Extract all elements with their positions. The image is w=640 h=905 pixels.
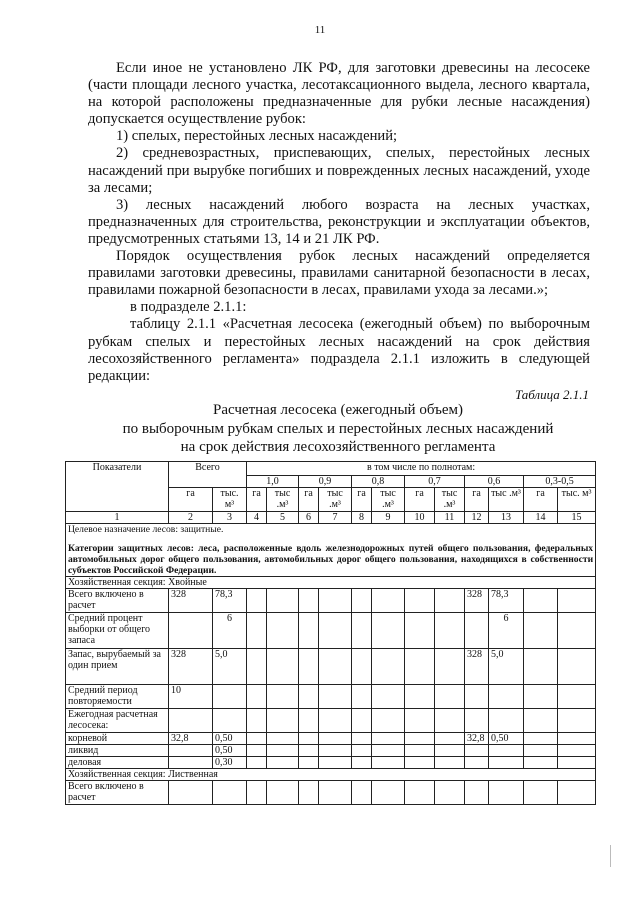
- header-density: 0,8: [352, 476, 405, 488]
- forest-cutting-table: [65, 461, 596, 805]
- purpose-text: Целевое назначение лесов: защитные.: [68, 524, 224, 535]
- d06-vol: 0,50: [489, 733, 524, 745]
- total-vol: 0,30: [213, 757, 247, 769]
- header-total: Всего: [169, 462, 247, 488]
- d06-ha: [465, 685, 489, 709]
- total-vol: [213, 685, 247, 709]
- table-row: [66, 589, 596, 613]
- row-label: Запас, вырубаемый за один прием: [66, 649, 169, 685]
- total-vol: 6: [213, 613, 247, 649]
- paragraph-intro: Если иное не установлено ЛК РФ, для заготовки древесины на лесосеке (части площади лесного участка, лесотаксационного выдела, лесного квартала, на которой расположены предназначенные для рубки лесные насаждения) допускается осуществление рубок:: [88, 60, 590, 128]
- header-including: в том числе по полнотам:: [247, 462, 596, 476]
- unit-ha: га: [169, 488, 213, 512]
- col-number: 14: [524, 512, 558, 524]
- total-ha: 32,8: [169, 733, 213, 745]
- col-number: 9: [372, 512, 405, 524]
- header-density: 0,6: [465, 476, 524, 488]
- header-density: 0,3-0,5: [524, 476, 596, 488]
- unit-ha: га: [524, 488, 558, 512]
- row-label: Средний период повторяемости: [66, 685, 169, 709]
- row-label: деловая: [66, 757, 169, 769]
- unit-vol: тыс .м³: [435, 488, 465, 512]
- table-title-line: по выборочным рубкам спелых и перестойных лесных насаждений: [122, 420, 554, 437]
- table-title-line: на срок действия лесохозяйственного регламента: [180, 439, 496, 455]
- section-heading: Хозяйственная секция: Хвойные: [66, 577, 596, 589]
- d06-ha: 328: [465, 589, 489, 613]
- row-label: Средний процент выборки от общего запаса: [66, 613, 169, 649]
- body-text: [88, 60, 590, 385]
- col-number: 7: [319, 512, 352, 524]
- purpose-note: [66, 524, 596, 577]
- list-item-2: 2) средневозрастных, приспевающих, спелых, перестойных лесных насаждений при вырубке погибших и поврежденных лесных насаждений, уходе за лесами;: [88, 145, 590, 196]
- row-label: Всего включено в расчет: [66, 781, 169, 805]
- unit-vol: тыс .м³: [319, 488, 352, 512]
- row-label: корневой: [66, 733, 169, 745]
- col-number: 6: [299, 512, 319, 524]
- total-vol: 0,50: [213, 733, 247, 745]
- col-number: 8: [352, 512, 372, 524]
- list-item-1: 1) спелых, перестойных лесных насаждений;: [116, 128, 398, 145]
- col-number: 5: [267, 512, 299, 524]
- d06-ha: [465, 613, 489, 649]
- header-density: 1,0: [247, 476, 299, 488]
- unit-ha: га: [465, 488, 489, 512]
- col-number: 2: [169, 512, 213, 524]
- col-number: 1: [66, 512, 169, 524]
- table-row: [66, 781, 596, 805]
- row-label: ликвид: [66, 745, 169, 757]
- total-vol: 5,0: [213, 649, 247, 685]
- unit-ha: га: [352, 488, 372, 512]
- d06-vol: 5,0: [489, 649, 524, 685]
- d06-ha: 32,8: [465, 733, 489, 745]
- table-row: [66, 745, 596, 757]
- section-heading: Хозяйственная секция: Лиственная: [66, 769, 596, 781]
- table-row: [66, 709, 596, 733]
- unit-vol: тыс .м³: [372, 488, 405, 512]
- table-title: [88, 401, 588, 457]
- paragraph-procedure: Порядок осуществления рубок лесных насаждений определяется правилами заготовки древесины, правилами санитарной безопасности в лесах, правилами пожарной безопасности в лесах, правилами ухода за лесами.»;: [88, 248, 590, 299]
- unit-vol: тыс .м³: [489, 488, 524, 512]
- header-density: 0,9: [299, 476, 352, 488]
- d06-vol: 6: [489, 613, 524, 649]
- unit-ha: га: [247, 488, 267, 512]
- header-density: 0,7: [405, 476, 465, 488]
- list-item-3: 3) лесных насаждений любого возраста на лесных участках, предназначенных для строительства, реконструкции и эксплуатации объектов, предусмотренных статьями 13, 14 и 21 ЛК РФ.: [88, 196, 590, 247]
- unit-vol: тыс. м³: [558, 488, 596, 512]
- col-number: 11: [435, 512, 465, 524]
- col-number: 12: [465, 512, 489, 524]
- category-text: Категории защитных лесов: леса, расположенные вдоль железнодорожных путей общего пользования, федеральных автомобильных дорог общего пользования, автомобильных дорог общего пользования, находящихся в собственности субъектов Российской Федерации.: [68, 543, 594, 576]
- table-label: Таблица 2.1.1: [514, 387, 589, 402]
- total-vol: 0,50: [213, 745, 247, 757]
- table-row: [66, 649, 596, 685]
- total-ha: [169, 613, 213, 649]
- margin-mark: [610, 845, 611, 867]
- table-row: [66, 757, 596, 769]
- table-row: [66, 685, 596, 709]
- total-ha: 328: [169, 649, 213, 685]
- col-number: 4: [247, 512, 267, 524]
- unit-ha: га: [299, 488, 319, 512]
- unit-ha: га: [405, 488, 435, 512]
- table-row: [66, 613, 596, 649]
- total-ha: 328: [169, 589, 213, 613]
- unit-vol: тыс .м³: [267, 488, 299, 512]
- page-number: 11: [314, 24, 326, 36]
- paragraph-subsection: в подразделе 2.1.1:: [130, 299, 247, 316]
- row-label: Ежегодная расчетная лесосека:: [66, 709, 169, 733]
- d06-vol: 78,3: [489, 589, 524, 613]
- total-vol: 78,3: [213, 589, 247, 613]
- col-number: 15: [558, 512, 596, 524]
- row-label: Всего включено в расчет: [66, 589, 169, 613]
- col-number: 13: [489, 512, 524, 524]
- header-indicators: Показатели: [66, 462, 169, 512]
- total-ha: 10: [169, 685, 213, 709]
- d06-vol: [489, 685, 524, 709]
- table-title-line: Расчетная лесосека (ежегодный объем): [213, 402, 463, 418]
- unit-vol: тыс. м³: [213, 488, 247, 512]
- col-number: 3: [213, 512, 247, 524]
- col-number: 10: [405, 512, 435, 524]
- d06-ha: 328: [465, 649, 489, 685]
- table-row: [66, 733, 596, 745]
- paragraph-table-instruction: таблицу 2.1.1 «Расчетная лесосека (ежегодный объем) по выборочным рубкам спелых и перестойных лесных насаждений на срок действия лесохозяйственного регламента» подраздела 2.1.1 изложить в следующей редакции:: [88, 316, 590, 384]
